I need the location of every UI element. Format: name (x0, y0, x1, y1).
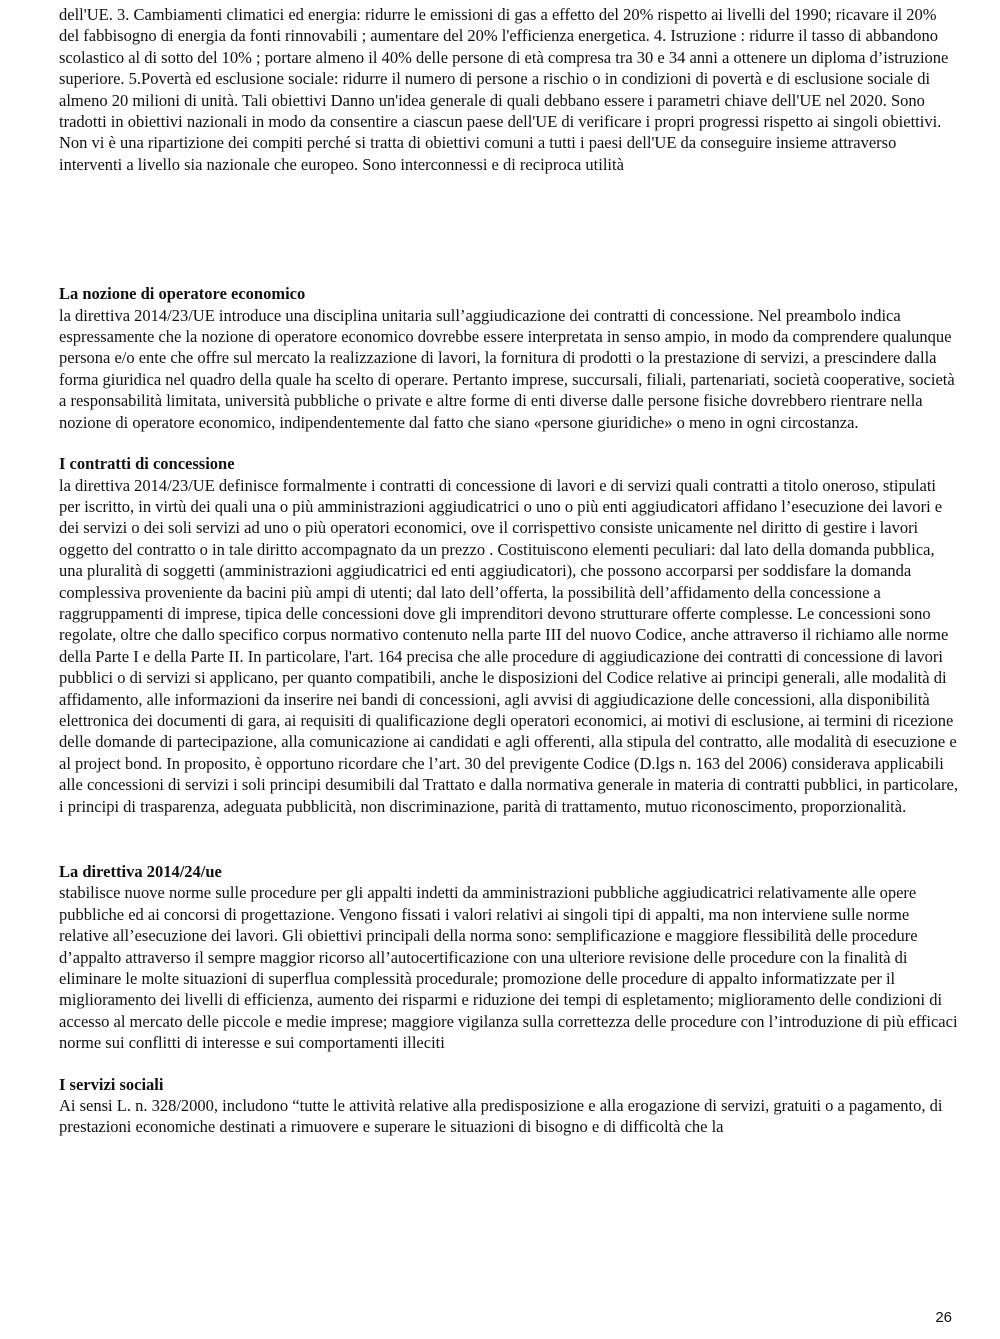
section-heading-servizi-sociali: I servizi sociali (59, 1074, 164, 1094)
section-body-direttiva-2014-24: stabilisce nuove norme sulle procedure per gli appalti indetti da amministrazioni pubbliche aggiudicatrici relativamente alle opere pubbliche ed ai concorsi di progettazione. Vengono fissati i valori relativi ai singoli tipi di appalti, ma non interviene sulle norme relative all’esecuzione dei lavori. Gli obiettivi principali della norma sono: semplificazione e maggiore flessibilità delle procedure d’appalto attraverso il sempre maggior ricorso all’autocertificazione con una ulteriore revisione delle procedure con la finalità di eliminare le molte situazioni di superflua complessità procedurale; promozione delle procedure di appalto informatizzate per il miglioramento dei livelli di efficienza, aumento dei risparmi e riduzione dei tempi di espletamento; miglioramento delle condizioni di accesso al mercato delle piccole e medie imprese; maggiore vigilanza sulla correttezza delle procedure con l’introduzione di più efficaci norme sui conflitti di interesse e sui comportamenti illeciti (59, 883, 958, 1053)
document-page (59, 4, 959, 1138)
section-heading-contratti-concessione: I contratti di concessione (59, 454, 235, 474)
spacer (59, 817, 959, 861)
section-body-contratti-concessione: la direttiva 2014/23/UE definisce formalmente i contratti di concessione di lavori e di servizi quali contratti a titolo oneroso, stipulati per iscritto, in virtù dei quali una o più amministrazioni aggiudicatrici o uno o più enti aggiudicatori affidano l’esecuzione dei lavori e dei servizi o dei soli servizi ad uno o più operatori economici, ove il corrispettivo consiste unicamente nel diritto di gestire i lavori oggetto del contratto o in tale diritto accompagnato da un prezzo . Costituiscono elementi peculiari: dal lato della domanda pubblica, una pluralità di soggetti (amministrazioni aggiudicatrici ed enti aggiudicatori), che possono accorparsi per soddisfare la domanda complessiva proveniente da bacini più ampi di utenti; dal lato dell’offerta, la possibilità dell’affidamento della concessione a raggruppamenti di imprese, tipica delle concessioni dove gli imprenditori devono strutturare offerte complesse. Le concessioni sono regolate, oltre che dallo specifico corpus normativo contenuto nella parte III del nuovo Codice, anche attraverso il richiamo alle norme della Parte I e della Parte II. In particolare, l'art. 164 precisa che alle procedure di aggiudicazione dei contratti di concessione di lavori pubblici o di servizi si applicano, per quanto compatibili, anche le disposizioni del Codice relative ai principi generali, alle modalità di affidamento, alle informazioni da inserire nei bandi di concessioni, agli avvisi di aggiudicazione delle concessioni, alla disponibilità elettronica dei documenti di gara, ai requisiti di qualificazione degli operatori economici, ai motivi di esclusione, ai termini di ricezione delle domande di partecipazione, alla comunicazione ai candidati e agli offerenti, alla stipula del contratto, alle modalità di esecuzione e al project bond. In proposito, è opportuno ricordare che l’art. 30 del previgente Codice (D.lgs n. 163 del 2006) considerava applicabili alle concessioni di servizi i soli principi desumibili dal Trattato e dalla normativa generale in materia di contratti pubblici, in particolare, i principi di trasparenza, adeguata pubblicità, non discriminazione, parità di trattamento, mutuo riconoscimento, proporzionalità. (59, 475, 958, 816)
spacer (59, 175, 959, 283)
section-heading-operatore-economico: La nozione di operatore economico (59, 284, 306, 304)
spacer (59, 1054, 959, 1074)
section-body-operatore-economico: la direttiva 2014/23/UE introduce una disciplina unitaria sull’aggiudicazione dei contratti di concessione. Nel preambolo indica espressamente che la nozione di operatore economico dovrebbe essere interpretata in senso ampio, in modo da comprendere qualunque persona e/o ente che offre sul mercato la realizzazione di lavori, la fornitura di prodotti o la prestazione di servizi, a prescindere dalla forma giuridica nel quadro della quale ha scelto di operare. Pertanto imprese, succursali, filiali, partenariati, società cooperative, società a responsabilità limitata, università pubbliche o private e altre forme di enti diverse dalle persone fisiche dovrebbero rientrare nella nozione di operatore economico, indipendentemente dal fatto che siano «persone giuridiche» o meno in ogni circostanza. (59, 305, 955, 432)
spacer (59, 433, 959, 453)
page-number: 26 (935, 1309, 952, 1326)
section-heading-direttiva-2014-24: La direttiva 2014/24/ue (59, 862, 222, 881)
intro-paragraph: dell'UE. 3. Cambiamenti climatici ed energia: ridurre le emissioni di gas a effetto del 20% rispetto ai livelli del 1990; ricavare il 20% del fabbisogno di energia da fonti rinnovabili ; aumentare del 20% l'efficienza energetica. 4. Istruzione : ridurre il tasso di abbandono scolastico al di sotto del 10% ; portare almeno il 40% delle persone di età compresa tra 30 e 34 anni a ottenere un diploma d’istruzione superiore. 5.Povertà ed esclusione sociale: ridurre il numero di persone a rischio o in condizioni di povertà e di esclusione sociale di almeno 20 milioni di unità. Tali obiettivi Danno un'idea generale di quali debbano essere i parametri chiave dell'UE nel 2020. Sono tradotti in obiettivi nazionali in modo da consentire a ciascun paese dell'UE di verificare i propri progressi rispetto ai singoli obiettivi. Non vi è una ripartizione dei compiti perché si tratta di obiettivi comuni a tutti i paesi dell'UE da conseguire insieme attraverso interventi a livello sia nazionale che europeo. Sono interconnessi e di reciproca utilità (59, 5, 949, 174)
section-body-servizi-sociali: Ai sensi L. n. 328/2000, includono “tutte le attività relative alla predisposizione e alla erogazione di servizi, gratuiti o a pagamento, di prestazioni economiche destinati a rimuovere e superare le situazioni di bisogno e di difficoltà che la (59, 1096, 943, 1137)
